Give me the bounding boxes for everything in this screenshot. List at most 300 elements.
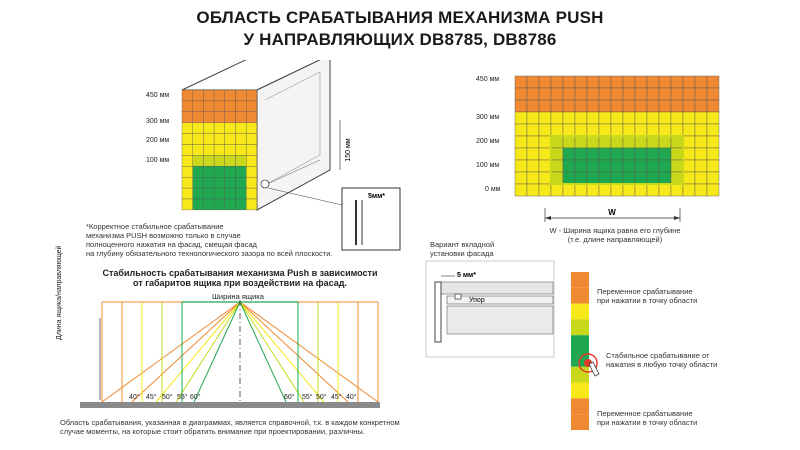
- grid-cell: [563, 172, 575, 184]
- grid-cell: [527, 184, 539, 196]
- grid-cell: [587, 88, 599, 100]
- grid-cell: [659, 172, 671, 184]
- angle-label-right: 50°: [316, 394, 327, 401]
- grid-cell: [551, 88, 563, 100]
- grid-cell: [515, 76, 527, 88]
- grid-cell: [551, 160, 563, 172]
- front-grid-cell: [203, 199, 214, 210]
- grid-cell: [599, 172, 611, 184]
- legend-cell: [571, 414, 589, 430]
- stability-title-line-1: Стабильность срабатывания механизма Push в зависимости: [102, 268, 378, 278]
- angle-line-right: [240, 302, 286, 402]
- front-grid-cell: [203, 166, 214, 177]
- stability-title-line-2: от габаритов ящика при воздействии на фасад.: [133, 278, 347, 288]
- grid-cell: [695, 184, 707, 196]
- front-grid-cell: [225, 145, 236, 156]
- grid-cell: [647, 172, 659, 184]
- depth-dimension-label: 150 мм: [345, 138, 352, 162]
- inset-gap-label: 5 мм*: [457, 272, 476, 279]
- grid-y-label-200: 200 мм: [476, 138, 500, 145]
- height-label-300: 300 мм: [146, 118, 170, 125]
- front-grid-cell: [246, 177, 257, 188]
- grid-cell: [683, 100, 695, 112]
- front-grid-cell: [182, 199, 193, 210]
- front-grid-cell: [214, 112, 225, 123]
- front-grid-cell: [225, 112, 236, 123]
- front-grid-cell: [236, 177, 247, 188]
- grid-cell: [683, 88, 695, 100]
- grid-cell: [623, 112, 635, 124]
- grid-cell: [659, 148, 671, 160]
- grid-cell: [611, 100, 623, 112]
- grid-cell: [575, 112, 587, 124]
- grid-cell: [635, 124, 647, 136]
- grid-cell: [563, 76, 575, 88]
- grid-caption-line-2: (т.е. длине направляющей): [567, 235, 663, 244]
- legend-variable-top: [597, 287, 697, 305]
- inset-facade: [435, 282, 441, 342]
- front-grid-cell: [236, 134, 247, 145]
- drawer-length-label: Длина ящика/направляющей: [56, 245, 63, 340]
- grid-cell: [695, 112, 707, 124]
- grid-cell: [707, 76, 719, 88]
- grid-cell: [671, 124, 683, 136]
- grid-cell: [659, 88, 671, 100]
- front-grid-cell: [203, 134, 214, 145]
- angle-label-left: 60°: [190, 394, 201, 401]
- grid-cell: [611, 148, 623, 160]
- grid-cell: [551, 172, 563, 184]
- front-grid-cell: [182, 145, 193, 156]
- grid-cell: [635, 160, 647, 172]
- grid-cell: [539, 124, 551, 136]
- front-grid-cell: [182, 177, 193, 188]
- grid-cell: [683, 148, 695, 160]
- front-grid-cell: [236, 188, 247, 199]
- grid-cell: [527, 100, 539, 112]
- grid-cell: [563, 88, 575, 100]
- angle-label-right: 45°: [331, 394, 342, 401]
- grid-cell: [527, 76, 539, 88]
- grid-cell: [563, 184, 575, 196]
- grid-cell: [635, 76, 647, 88]
- grid-caption-line-1: W - Ширина ящика равна его глубине: [549, 226, 681, 235]
- width-arrow-right: [674, 216, 680, 220]
- inset-top-panel: [435, 282, 553, 294]
- front-grid-cell: [214, 145, 225, 156]
- width-symbol: W: [608, 208, 616, 217]
- grid-cell: [647, 100, 659, 112]
- grid-cell: [575, 100, 587, 112]
- grid-cell: [587, 124, 599, 136]
- grid-cell: [575, 88, 587, 100]
- grid-cell: [707, 112, 719, 124]
- grid-cell: [647, 112, 659, 124]
- front-grid-cell: [203, 90, 214, 101]
- inset-stop: [455, 294, 461, 299]
- grid-cell: [527, 124, 539, 136]
- grid-cell: [611, 76, 623, 88]
- front-grid-cell: [193, 123, 204, 134]
- front-grid-cell: [236, 123, 247, 134]
- grid-cell: [659, 124, 671, 136]
- front-grid-cell: [236, 199, 247, 210]
- grid-cell: [563, 100, 575, 112]
- front-grid-cell: [246, 134, 257, 145]
- grid-cell: [635, 112, 647, 124]
- front-grid-cell: [246, 188, 257, 199]
- note-line-4: на глубину обязательного технологического зазора по всей плоскости.: [86, 249, 333, 258]
- finger-press-icon: [575, 350, 605, 380]
- front-grid-cell: [214, 188, 225, 199]
- grid-cell: [707, 88, 719, 100]
- grid-cell: [515, 184, 527, 196]
- stability-title: [90, 268, 390, 288]
- grid-cell: [695, 76, 707, 88]
- grid-cell: [683, 136, 695, 148]
- grid-cell: [659, 76, 671, 88]
- front-grid-cell: [193, 90, 204, 101]
- legend-variable-bottom-line-2: при нажатии в точку области: [597, 418, 698, 427]
- angle-label-left: 40°: [129, 394, 140, 401]
- grid-cell: [599, 100, 611, 112]
- grid-cell: [587, 160, 599, 172]
- grid-cell: [707, 160, 719, 172]
- front-grid-cell: [193, 134, 204, 145]
- grid-caption: [525, 226, 705, 244]
- grid-cell: [707, 184, 719, 196]
- grid-cell: [623, 100, 635, 112]
- inset-guide: [447, 296, 553, 304]
- grid-cell: [635, 136, 647, 148]
- grid-cell: [563, 124, 575, 136]
- grid-cell: [563, 112, 575, 124]
- front-grid-cell: [193, 112, 204, 123]
- front-grid-cell: [182, 166, 193, 177]
- grid-cell: [671, 100, 683, 112]
- angle-label-left: 50°: [162, 394, 173, 401]
- front-grid-cell: [225, 166, 236, 177]
- grid-cell: [563, 148, 575, 160]
- legend-cell: [571, 335, 589, 351]
- front-grid-cell: [182, 112, 193, 123]
- grid-cell: [587, 184, 599, 196]
- grid-cell: [599, 148, 611, 160]
- grid-cell: [575, 172, 587, 184]
- grid-cell: [527, 148, 539, 160]
- front-grid-cell: [193, 166, 204, 177]
- legend-cell: [571, 272, 589, 288]
- grid-cell: [695, 136, 707, 148]
- grid-cell: [623, 76, 635, 88]
- grid-cell: [623, 136, 635, 148]
- front-grid-cell: [246, 145, 257, 156]
- grid-cell: [671, 112, 683, 124]
- front-grid-cell: [236, 112, 247, 123]
- base-bar: [80, 402, 380, 408]
- grid-cell: [695, 88, 707, 100]
- grid-cell: [659, 112, 671, 124]
- grid-cell: [551, 100, 563, 112]
- front-grid-cell: [214, 155, 225, 166]
- front-grid-cell: [246, 101, 257, 112]
- stability-footnote: [60, 418, 440, 436]
- grid-cell: [647, 184, 659, 196]
- grid-cell: [671, 88, 683, 100]
- front-grid-cell: [236, 155, 247, 166]
- front-grid-cell: [225, 155, 236, 166]
- grid-cell: [599, 136, 611, 148]
- front-grid-cell: [236, 166, 247, 177]
- angle-label-right: 40°: [346, 394, 357, 401]
- angle-line-left: [156, 302, 240, 402]
- front-grid-cell: [203, 188, 214, 199]
- front-grid-cell: [225, 177, 236, 188]
- grid-cell: [671, 160, 683, 172]
- push-point-marker: [261, 180, 269, 188]
- grid-cell: [575, 76, 587, 88]
- footnote-line-2: случае моменты, на которые стоит обратить внимание при проектировании, различны.: [60, 427, 365, 436]
- grid-cell: [647, 160, 659, 172]
- grid-cell: [623, 148, 635, 160]
- grid-cell: [539, 136, 551, 148]
- front-grid-cell: [246, 155, 257, 166]
- grid-cell: [671, 148, 683, 160]
- height-label-450: 450 мм: [146, 92, 170, 99]
- front-grid-cell: [193, 155, 204, 166]
- grid-cell: [539, 112, 551, 124]
- legend-cell: [571, 398, 589, 414]
- front-grid-cell: [193, 101, 204, 112]
- grid-y-label-0: 0 мм: [485, 186, 501, 193]
- front-grid-cell: [193, 199, 204, 210]
- grid-cell: [527, 88, 539, 100]
- grid-cell: [599, 160, 611, 172]
- front-face-grid: [182, 90, 257, 210]
- grid-cell: [575, 184, 587, 196]
- grid-cell: [683, 184, 695, 196]
- front-grid-cell: [182, 101, 193, 112]
- angle-line-right: [240, 302, 324, 402]
- grid-cell: [659, 100, 671, 112]
- grid-cell: [539, 100, 551, 112]
- legend-stable-line-1: Стабильное срабатывание от: [606, 351, 710, 360]
- grid-cell: [527, 160, 539, 172]
- grid-cell: [563, 160, 575, 172]
- front-grid-cell: [246, 123, 257, 134]
- angle-line-left: [102, 302, 240, 402]
- front-grid-cell: [193, 188, 204, 199]
- grid-cell: [515, 160, 527, 172]
- note-line-3: полноценного нажатия на фасад, смещая фасад: [86, 240, 257, 249]
- grid-cell: [695, 124, 707, 136]
- grid-cell: [515, 172, 527, 184]
- grid-cell: [587, 76, 599, 88]
- grid-cell: [647, 124, 659, 136]
- inset-stop-label: Упор: [469, 297, 485, 304]
- front-grid-cell: [203, 155, 214, 166]
- note-line-1: *Корректное стабильное срабатывание: [86, 222, 224, 231]
- legend-cell: [571, 304, 589, 320]
- angle-label-right: 60°: [284, 394, 295, 401]
- grid-cell: [575, 160, 587, 172]
- grid-cell: [647, 88, 659, 100]
- grid-y-label-450: 450 мм: [476, 76, 500, 83]
- grid-cell: [575, 124, 587, 136]
- grid-cell: [527, 172, 539, 184]
- angle-line-left: [194, 302, 240, 402]
- grid-cell: [671, 184, 683, 196]
- grid-cell: [587, 136, 599, 148]
- front-grid-cell: [225, 90, 236, 101]
- page-title-line2: У НАПРАВЛЯЮЩИХ DB8785, DB8786: [243, 30, 557, 49]
- grid-cell: [635, 148, 647, 160]
- legend-cell: [571, 319, 589, 335]
- grid-cell: [623, 184, 635, 196]
- grid-cell: [527, 112, 539, 124]
- front-grid-cell: [246, 199, 257, 210]
- grid-cell: [599, 124, 611, 136]
- front-grid-cell: [182, 134, 193, 145]
- note-line-2: механизма PUSH возможно только в случае: [86, 231, 241, 240]
- front-grid-cell: [203, 145, 214, 156]
- front-grid-cell: [246, 90, 257, 101]
- grid-cell: [611, 112, 623, 124]
- grid-cell: [635, 100, 647, 112]
- inset-title-line-1: Вариант вкладной: [430, 240, 495, 249]
- grid-cell: [587, 148, 599, 160]
- grid-y-label-300: 300 мм: [476, 114, 500, 121]
- inset-title: [430, 240, 494, 258]
- grid-cell: [683, 76, 695, 88]
- front-grid-cell: [214, 166, 225, 177]
- grid-cell: [623, 160, 635, 172]
- front-grid-cell: [236, 101, 247, 112]
- grid-cell: [659, 136, 671, 148]
- stability-angle-diagram: [80, 298, 390, 418]
- grid-cell: [647, 76, 659, 88]
- front-grid-cell: [236, 145, 247, 156]
- grid-cell: [707, 124, 719, 136]
- grid-cell: [623, 124, 635, 136]
- front-grid-cell: [193, 177, 204, 188]
- drawer-width-label: Ширина ящика: [212, 292, 264, 301]
- inset-drawer-body: [447, 306, 553, 334]
- front-grid-cell: [214, 123, 225, 134]
- grid-cell: [695, 160, 707, 172]
- cabinet-side: [257, 60, 330, 210]
- grid-cell: [587, 172, 599, 184]
- legend-stable: [606, 351, 717, 369]
- grid-cell: [527, 136, 539, 148]
- grid-cell: [575, 148, 587, 160]
- grid-cell: [671, 136, 683, 148]
- grid-cell: [611, 172, 623, 184]
- grid-cell: [551, 124, 563, 136]
- front-grid-cell: [225, 134, 236, 145]
- front-grid-cell: [203, 177, 214, 188]
- grid-cell: [515, 100, 527, 112]
- grid-cell: [599, 76, 611, 88]
- grid-cell: [587, 100, 599, 112]
- grid-cell: [623, 88, 635, 100]
- grid-cell: [611, 124, 623, 136]
- grid-cell: [683, 112, 695, 124]
- legend-stable-line-2: нажатия в любую точку области: [606, 360, 718, 369]
- front-grid-cell: [214, 90, 225, 101]
- front-grid-cell: [214, 101, 225, 112]
- correct-operation-note: [86, 222, 386, 258]
- grid-cell: [707, 172, 719, 184]
- front-grid-cell: [182, 155, 193, 166]
- front-grid-cell: [246, 112, 257, 123]
- front-grid-cell: [225, 101, 236, 112]
- grid-cell: [683, 172, 695, 184]
- angle-label-left: 45°: [146, 394, 157, 401]
- grid-cell: [695, 100, 707, 112]
- grid-cell: [599, 184, 611, 196]
- grid-cell: [539, 76, 551, 88]
- front-grid-cell: [182, 123, 193, 134]
- front-grid-cell: [214, 177, 225, 188]
- front-grid-cell: [182, 90, 193, 101]
- front-grid-cell: [203, 112, 214, 123]
- grid-cell: [515, 124, 527, 136]
- legend-variable-bottom-line-1: Переменное срабатывание: [597, 409, 693, 418]
- grid-cell: [623, 172, 635, 184]
- grid-cell: [515, 148, 527, 160]
- grid-cell: [587, 112, 599, 124]
- grid-cell: [695, 172, 707, 184]
- angle-line-right: [240, 302, 378, 402]
- grid-cell: [611, 184, 623, 196]
- grid-cell: [611, 160, 623, 172]
- grid-cell: [683, 160, 695, 172]
- front-grid-cell: [225, 123, 236, 134]
- legend-variable-top-line-1: Переменное срабатывание: [597, 287, 693, 296]
- angle-label-left: 55°: [177, 394, 188, 401]
- front-grid-cell: [225, 188, 236, 199]
- front-grid-cell: [193, 145, 204, 156]
- footnote-line-1: Область срабатывания, указанная в диаграммах, является справочной, т.к. в каждом конкретном: [60, 418, 400, 427]
- front-grid-cell: [246, 166, 257, 177]
- grid-cell: [671, 172, 683, 184]
- legend-variable-bottom: [597, 409, 697, 427]
- grid-cell: [551, 112, 563, 124]
- grid-cell: [647, 148, 659, 160]
- grid-cell: [539, 148, 551, 160]
- front-grid-cell: [214, 199, 225, 210]
- grid-cell: [635, 172, 647, 184]
- page-title-line1: ОБЛАСТЬ СРАБАТЫВАНИЯ МЕХАНИЗМА PUSH: [196, 8, 604, 27]
- grid-cell: [539, 88, 551, 100]
- grid-cell: [551, 76, 563, 88]
- grid-cell: [647, 136, 659, 148]
- grid-cell: [551, 184, 563, 196]
- grid-cell: [599, 112, 611, 124]
- inset-title-line-2: установки фасада: [430, 249, 494, 258]
- grid-cell: [683, 124, 695, 136]
- grid-y-label-100: 100 мм: [476, 162, 500, 169]
- front-grid-cell: [225, 199, 236, 210]
- grid-cell: [539, 172, 551, 184]
- front-grid-cell: [182, 188, 193, 199]
- grid-cell: [515, 88, 527, 100]
- grid-cell: [551, 136, 563, 148]
- zone-grid-cells: [515, 76, 719, 196]
- grid-cell: [671, 76, 683, 88]
- front-grid-cell: [203, 123, 214, 134]
